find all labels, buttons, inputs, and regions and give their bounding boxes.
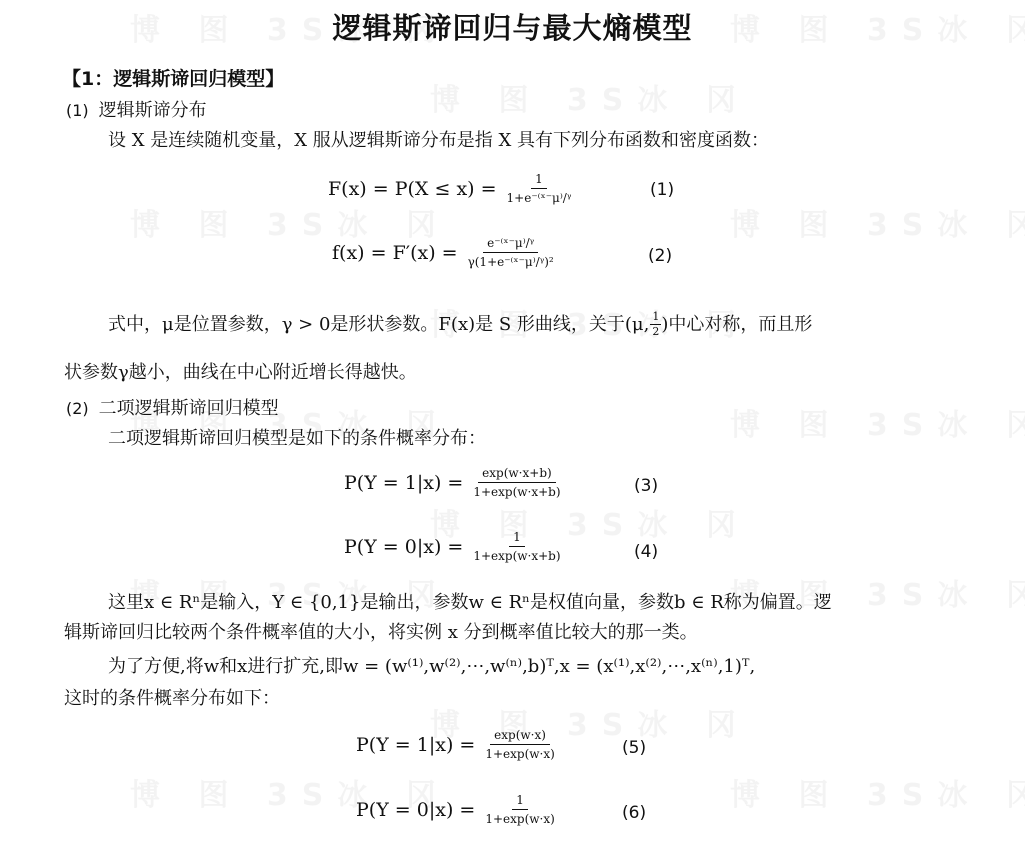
paragraph-text: 这时的条件概率分布如下： — [64, 688, 280, 709]
equation-lhs: P(Y = 1|x) = — [344, 471, 464, 494]
half-fraction — [650, 310, 661, 339]
page-title: 逻辑斯谛回归与最大熵模型 — [332, 11, 693, 45]
equation-2 — [332, 236, 558, 269]
subsection-number: (1) — [66, 101, 89, 120]
equation-fraction — [469, 466, 564, 499]
equation-number: (1) — [650, 180, 675, 200]
fraction-denominator: 1+exp(w·x) — [485, 812, 555, 826]
fraction-numerator: 1 — [652, 310, 660, 323]
equation-4 — [344, 530, 565, 563]
paragraph-text: 状参数γ越小，曲线在中心附近增长得越快。 — [64, 362, 417, 383]
fraction-numerator: exp(w·x) — [490, 728, 550, 745]
subsection-2 — [66, 394, 279, 420]
equation-3 — [344, 466, 565, 499]
equation-6 — [356, 793, 559, 826]
fraction-denominator: 1+exp(w·x+b) — [473, 485, 561, 499]
fraction-numerator: e⁻⁽ˣ⁻μ⁾/ᵞ — [483, 236, 538, 253]
fraction-denominator: 1+exp(w·x) — [485, 747, 555, 761]
equation-fraction — [481, 728, 558, 761]
subsection-1 — [66, 96, 207, 122]
fraction-denominator: 2 — [652, 325, 660, 338]
equation-lhs: f(x) = F′(x) = — [332, 241, 458, 264]
equation-fraction — [464, 236, 558, 269]
equation-5 — [356, 728, 559, 761]
fraction-numerator: exp(w·x+b) — [478, 466, 556, 483]
paragraph-text: 辑斯谛回归比较两个条件概率值的大小，将实例 x 分到概率值比较大的那一类。 — [64, 622, 698, 643]
fraction-denominator: 1+exp(w·x+b) — [473, 549, 561, 563]
paragraph-text: 为了方便,将w和x进行扩充,即w = (w⁽¹⁾,w⁽²⁾,⋯,w⁽ⁿ⁾,b)ᵀ,x = (x⁽¹⁾,x⁽²⁾,⋯,x⁽ⁿ⁾,1)ᵀ, — [108, 656, 756, 677]
paragraph-text: 这里x ∈ Rⁿ是输入，Y ∈ {0,1}是输出，参数w ∈ Rⁿ是权值向量，参数b ∈ R称为偏置。逻 — [108, 592, 832, 613]
fraction-denominator: 1+e⁻⁽ˣ⁻μ⁾/ᵞ — [506, 191, 572, 205]
equation-lhs: P(Y = 1|x) = — [356, 733, 476, 756]
fraction-numerator: 1 — [512, 793, 528, 810]
paragraph-intro: 设 X 是连续随机变量，X 服从逻辑斯谛分布是指 X 具有下列分布函数和密度函数： — [108, 130, 770, 151]
fraction-denominator: γ(1+e⁻⁽ˣ⁻μ⁾/ᵞ)² — [467, 255, 554, 269]
subsection-number: (2) — [66, 399, 89, 418]
paragraph-text: 式中，μ是位置参数，γ > 0是形状参数。F(x)是 S 形曲线，关于(μ, — [108, 313, 650, 335]
subsection-label: 逻辑斯谛分布 — [98, 100, 207, 121]
equation-lhs: P(Y = 0|x) = — [344, 535, 464, 558]
fraction-numerator: 1 — [509, 530, 525, 547]
equation-1 — [328, 172, 575, 205]
equation-number: (6) — [622, 803, 647, 823]
subsection-label: 二项逻辑斯谛回归模型 — [98, 398, 279, 419]
fraction-numerator: 1 — [531, 172, 547, 189]
paragraph-text: )中心对称，而且形 — [661, 313, 813, 335]
equation-fraction — [469, 530, 564, 563]
equation-number: (2) — [648, 246, 673, 266]
paragraph-text: 二项逻辑斯谛回归模型是如下的条件概率分布： — [108, 428, 486, 449]
paragraph-parameters — [108, 310, 812, 339]
equation-fraction — [481, 793, 558, 826]
section-heading: 【1：逻辑斯谛回归模型】 — [62, 68, 285, 90]
equation-fraction — [503, 172, 576, 205]
equation-number: (3) — [634, 476, 659, 496]
equation-number: (4) — [634, 542, 659, 562]
equation-lhs: F(x) = P(X ≤ x) = — [328, 177, 497, 200]
equation-number: (5) — [622, 738, 647, 758]
equation-lhs: P(Y = 0|x) = — [356, 798, 476, 821]
